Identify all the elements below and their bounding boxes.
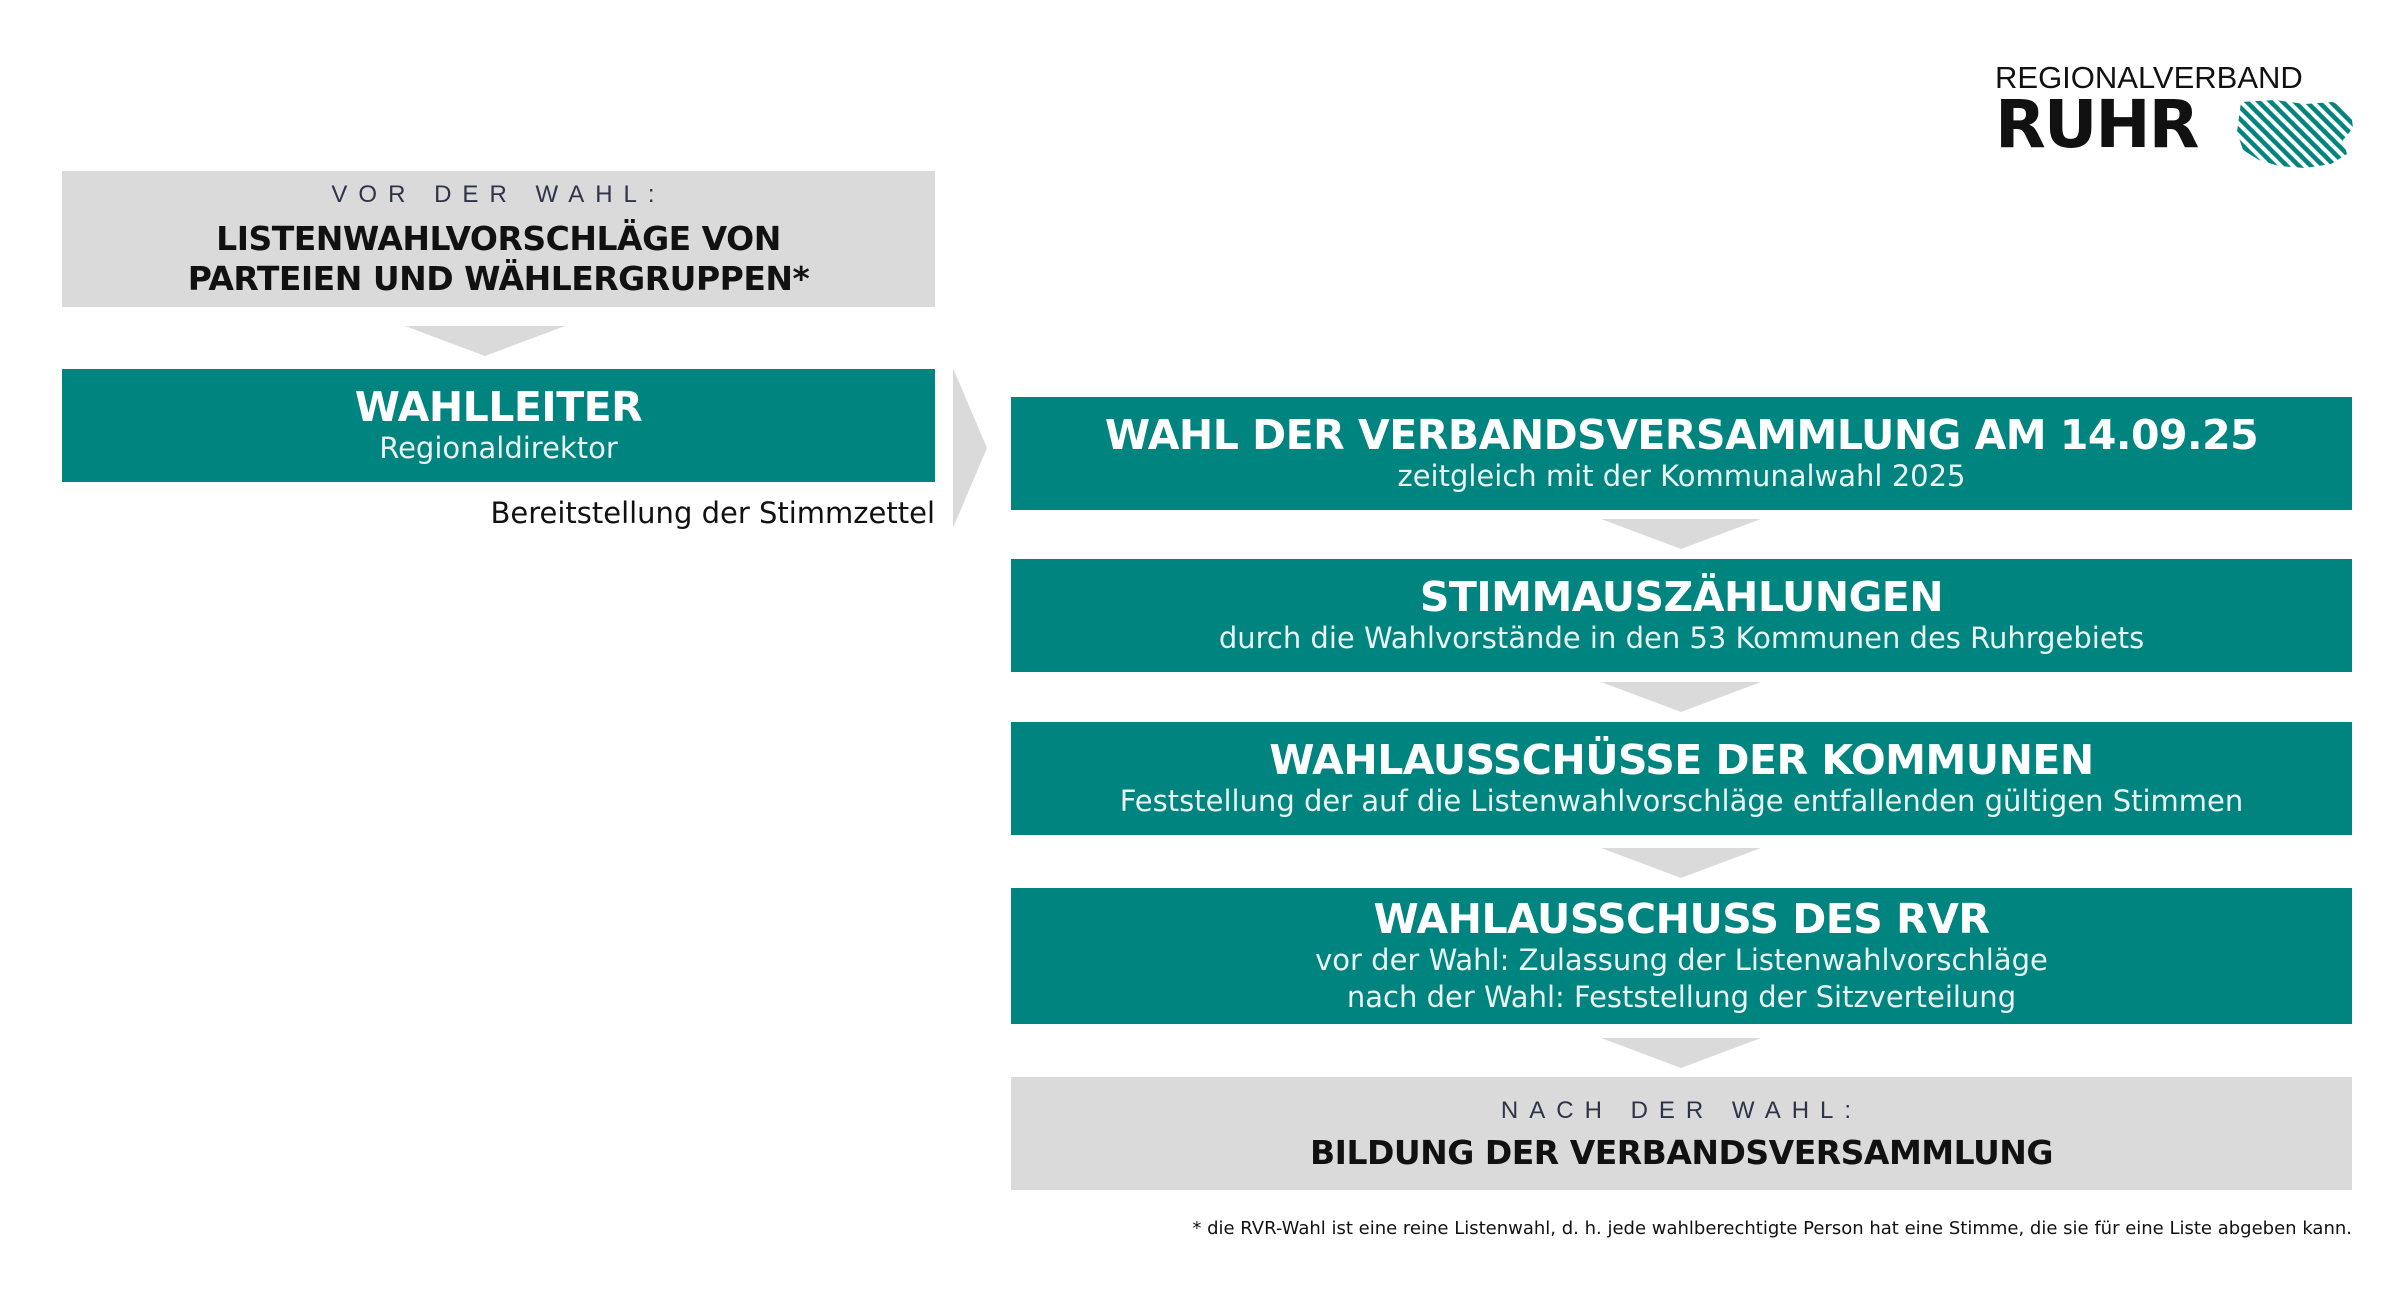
down-arrow	[1601, 682, 1761, 712]
before-election-kicker: VOR DER WAHL:	[331, 181, 666, 209]
step-description: zeitgleich mit der Kommunalwahl 2025	[1397, 458, 1966, 493]
step-description: durch die Wahlvorstände in den 53 Kommunen des Ruhrgebiets	[1218, 620, 2145, 655]
assembly-formation-title: BILDUNG DER VERBANDSVERSAMMLUNG	[1310, 1132, 2053, 1172]
ballot-provision-note: Bereitstellung der Stimmzettel	[490, 496, 935, 530]
down-arrow	[1601, 1038, 1761, 1068]
step-title: WAHL DER VERBANDSVERSAMMLUNG AM 14.09.25	[1104, 410, 2259, 459]
list-proposals-title-line2: PARTEIEN UND WÄHLERGRUPPEN*	[187, 259, 810, 298]
logo-top-text: REGIONALVERBAND	[1995, 60, 2303, 95]
logo-main-text: RUHR	[1995, 86, 2198, 163]
returning-officer-box	[62, 369, 935, 482]
step-vote-counting	[1011, 559, 2352, 672]
step-description-after: nach der Wahl: Feststellung der Sitzverteilung	[1346, 979, 2017, 1014]
returning-officer-title: WAHLLEITER	[354, 382, 643, 431]
down-arrow	[1601, 519, 1761, 549]
step-description-before: vor der Wahl: Zulassung der Listenwahlvorschläge	[1315, 943, 2048, 978]
step-title: STIMMAUSZÄHLUNGEN	[1419, 572, 1944, 621]
step-rvr-committee	[1011, 888, 2352, 1024]
step-description: Feststellung der auf die Listenwahlvorschläge entfallenden gültigen Stimmen	[1119, 783, 2244, 818]
rvr-logo	[1995, 62, 2355, 172]
step-election	[1011, 397, 2352, 510]
list-proposals-title-line1: LISTENWAHLVORSCHLÄGE VON	[216, 219, 781, 259]
step-title: WAHLAUSSCHUSS DES RVR	[1373, 895, 1990, 944]
after-election-kicker: NACH DER WAHL:	[1500, 1096, 1863, 1124]
right-arrow	[953, 368, 987, 528]
stripes-map-icon	[2235, 98, 2355, 170]
down-arrow	[405, 326, 565, 356]
after-election-box	[1011, 1077, 2352, 1190]
down-arrow	[1601, 848, 1761, 878]
step-title: WAHLAUSSCHÜSSE DER KOMMUNEN	[1269, 735, 2094, 784]
returning-officer-subtitle: Regionaldirektor	[379, 430, 618, 465]
footnote: * die RVR-Wahl ist eine reine Listenwahl, d. h. jede wahlberechtigte Person hat eine Stimme, die sie für eine Liste abgeben kann.	[1192, 1218, 2352, 1239]
before-election-box	[62, 171, 935, 307]
step-municipal-committees	[1011, 722, 2352, 835]
